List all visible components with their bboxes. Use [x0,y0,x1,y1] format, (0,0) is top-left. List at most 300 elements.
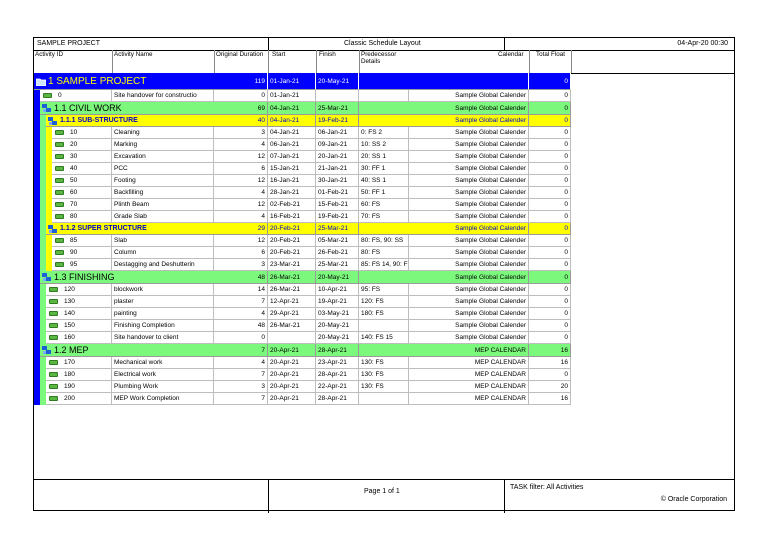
wbs-start: 04-Jan-21 [268,115,316,127]
activity-id-cell [46,357,112,369]
wbs-cal: MEP CALENDAR [409,344,529,357]
activity-start: 23-Mar-21 [268,259,316,271]
task-bar-icon [43,93,52,98]
activity-id-cell [52,235,112,247]
activity-float: 0 [529,127,571,139]
activity-finish: 22-Apr-21 [316,381,359,393]
activity-float: 0 [529,235,571,247]
activity-float: 0 [529,247,571,259]
activity-pred: 80: FS [359,247,409,259]
header-divider [504,38,505,50]
col-finish[interactable]: Finish [319,51,336,58]
wbs-cal: Sample Global Calender [409,115,529,127]
table-row[interactable] [34,235,582,247]
table-row[interactable] [34,199,582,211]
activity-id-cell [52,151,112,163]
wbs-float: 0 [529,271,571,284]
activity-start: 20-Apr-21 [268,393,316,405]
activity-dur: 4 [214,187,268,199]
activity-cal: Sample Global Calender [409,199,529,211]
activity-dur: 7 [214,369,268,381]
wbs-start: 04-Jan-21 [268,102,316,115]
activity-float: 0 [529,151,571,163]
activity-name[interactable]: Mechanical work [112,357,214,369]
activity-dur: 6 [214,247,268,259]
activity-id: 180 [64,371,75,378]
activity-float: 0 [529,296,571,308]
activity-pred: 85: FS 14, 90: F [359,259,409,271]
activity-id: 10 [70,129,78,136]
activity-id-cell [52,175,112,187]
activity-id-cell [46,381,112,393]
wbs-row[interactable] [34,223,582,235]
activity-cal: Sample Global Calender [409,235,529,247]
activity-float: 0 [529,308,571,320]
wbs-float: 0 [529,102,571,115]
activity-cal: Sample Global Calender [409,90,529,102]
activity-finish: 26-Feb-21 [316,247,359,259]
activity-start: 07-Jan-21 [268,151,316,163]
activity-finish: 05-Mar-21 [316,235,359,247]
wbs-name: 1.1 CIVIL WORK [54,102,214,115]
project-name: SAMPLE PROJECT [37,40,101,47]
activity-name[interactable]: blockwork [112,284,214,296]
activity-float: 0 [529,259,571,271]
wbs-start: 20-Feb-21 [268,223,316,235]
col-predecessor[interactable]: Predecessor Details [361,51,397,65]
activity-id: 30 [70,153,78,160]
activity-finish: 19-Feb-21 [316,211,359,223]
activity-float: 0 [529,284,571,296]
activity-dur: 4 [214,139,268,151]
activity-name[interactable]: Destagging and Deshutterin [112,259,214,271]
wbs-name: 1.1.1 SUB-STRUCTURE [60,115,214,127]
activity-id-cell [52,247,112,259]
activity-cal: Sample Global Calender [409,163,529,175]
activity-id: 20 [70,141,78,148]
activity-name[interactable]: Backfilling [112,187,214,199]
activity-dur: 12 [214,151,268,163]
wbs-float: 16 [529,344,571,357]
activity-cal: Sample Global Calender [409,187,529,199]
activity-float: 0 [529,90,571,102]
wbs-dur: 40 [214,115,268,127]
task-bar-icon [55,262,64,267]
activity-id: 85 [70,237,78,244]
activity-name[interactable]: Electrical work [112,369,214,381]
activity-cal: Sample Global Calender [409,308,529,320]
activity-start: 26-Mar-21 [268,320,316,332]
activity-dur: 12 [214,175,268,187]
activity-start: 26-Mar-21 [268,284,316,296]
col-start[interactable]: Start [272,51,286,58]
activity-finish: 23-Apr-21 [316,357,359,369]
activity-dur: 48 [214,320,268,332]
col-divider [529,50,530,73]
wbs-float: 0 [529,223,571,235]
copyright: © Oracle Corporation [660,496,727,503]
wbs-cal: Sample Global Calender [409,102,529,115]
wbs-name: 1.1.2 SUPER STRUCTURE [60,223,214,235]
wbs-finish: 28-Apr-21 [316,344,359,357]
activity-cal: Sample Global Calender [409,247,529,259]
wbs-row[interactable] [34,271,582,284]
wbs-name: 1 SAMPLE PROJECT [48,73,214,90]
activity-id-cell [52,163,112,175]
activity-name[interactable]: Plinth Beam [112,199,214,211]
task-bar-icon [49,384,58,389]
activity-pred: 0: FS 2 [359,127,409,139]
activity-name[interactable]: Marking [112,139,214,151]
activity-id-cell [52,139,112,151]
activity-pred [359,393,409,405]
activity-float: 16 [529,393,571,405]
activity-finish: 20-May-21 [316,332,359,344]
activity-float: 16 [529,357,571,369]
activity-start: 20-Feb-21 [268,235,316,247]
activity-pred: 20: SS 1 [359,151,409,163]
activity-cal: Sample Global Calender [409,151,529,163]
table-row[interactable] [34,139,582,151]
table-row[interactable] [34,90,582,102]
activity-cal: MEP CALENDAR [409,369,529,381]
activity-cal: Sample Global Calender [409,211,529,223]
activity-start: 29-Apr-21 [268,308,316,320]
activity-id: 170 [64,359,75,366]
activity-dur: 4 [214,211,268,223]
activity-pred: 50: FF 1 [359,187,409,199]
col-total-float[interactable]: Total Float [536,51,566,58]
activity-float: 0 [529,199,571,211]
activity-id: 160 [64,334,75,341]
activity-id-cell [46,308,112,320]
wbs-name: 1.2 MEP [54,344,214,357]
activity-id: 190 [64,383,75,390]
col-divider [359,50,360,73]
task-bar-icon [49,299,58,304]
activity-finish: 15-Feb-21 [316,199,359,211]
activity-name[interactable]: Grade Slab [112,211,214,223]
col-divider [268,50,269,73]
table-row[interactable] [34,247,582,259]
report-date: 04-Apr-20 00:30 [677,40,728,47]
wbs-row[interactable] [34,73,582,90]
activity-name[interactable]: Plumbing Work [112,381,214,393]
activity-name[interactable]: Site handover for constructio [112,90,214,102]
task-bar-icon [55,142,64,147]
activity-name[interactable]: painting [112,308,214,320]
activity-id-cell [52,127,112,139]
wbs-node-icon [42,104,52,113]
activity-pred: 60: FS [359,199,409,211]
activity-finish: 20-May-21 [316,320,359,332]
col-divider [571,50,572,73]
activity-finish: 10-Apr-21 [316,284,359,296]
wbs-cal: Sample Global Calender [409,223,529,235]
activity-pred: 140: FS 15 [359,332,409,344]
task-bar-icon [49,372,58,377]
activity-dur: 0 [214,332,268,344]
table-row[interactable] [34,320,582,332]
wbs-start: 20-Apr-21 [268,344,316,357]
column-header-row [34,50,734,74]
wbs-dur: 48 [214,271,268,284]
activity-name[interactable]: Footing [112,175,214,187]
activity-id-cell [46,320,112,332]
wbs-row[interactable] [34,115,582,127]
activity-float: 0 [529,187,571,199]
schedule-report [33,37,735,511]
activity-id: 90 [70,249,78,256]
task-bar-icon [55,166,64,171]
activity-finish: 30-Jan-21 [316,175,359,187]
footer-divider [268,480,269,513]
table-row[interactable] [34,187,582,199]
activity-id-cell [52,259,112,271]
activity-finish: 01-Feb-21 [316,187,359,199]
activity-dur: 12 [214,235,268,247]
activity-cal: Sample Global Calender [409,139,529,151]
activity-start: 20-Feb-21 [268,247,316,259]
activity-finish: 28-Apr-21 [316,393,359,405]
wbs-start: 26-Mar-21 [268,271,316,284]
activity-name[interactable]: Site handover to client [112,332,214,344]
activity-pred [359,90,409,102]
page-number: Page 1 of 1 [364,488,400,495]
folder-icon [36,77,46,86]
activity-id-cell [46,332,112,344]
activity-name[interactable]: Finishing Completion [112,320,214,332]
table-row[interactable] [34,369,582,381]
table-row[interactable] [34,163,582,175]
table-row[interactable] [34,151,582,163]
activity-start: 16-Jan-21 [268,175,316,187]
task-bar-icon [55,190,64,195]
activity-pred: 80: FS, 90: SS [359,235,409,247]
wbs-finish: 25-Mar-21 [316,223,359,235]
activity-start: 15-Jan-21 [268,163,316,175]
wbs-dur: 29 [214,223,268,235]
activity-pred: 95: FS [359,284,409,296]
activity-start: 06-Jan-21 [268,139,316,151]
table-row[interactable] [34,308,582,320]
activity-dur: 4 [214,308,268,320]
activity-id: 50 [70,177,78,184]
col-divider [112,50,113,73]
activity-finish [316,90,359,102]
activity-float: 0 [529,320,571,332]
wbs-dur: 119 [214,73,268,90]
wbs-finish: 20-May-21 [316,73,359,90]
activity-cal: MEP CALENDAR [409,393,529,405]
col-calendar[interactable]: Calendar [498,51,524,58]
wbs-cal: Sample Global Calender [409,271,529,284]
activity-start: 01-Jan-21 [268,90,316,102]
activity-float: 0 [529,175,571,187]
task-bar-icon [55,214,64,219]
activity-float: 20 [529,381,571,393]
activity-dur: 0 [214,90,268,102]
table-row[interactable] [34,284,582,296]
col-original-duration[interactable]: Original Duration [216,51,264,58]
wbs-row[interactable] [34,344,582,357]
activity-dur: 6 [214,163,268,175]
activity-cal: Sample Global Calender [409,332,529,344]
activity-finish: 09-Jan-21 [316,139,359,151]
activity-id: 140 [64,310,75,317]
wbs-node-icon [42,273,52,282]
table-row[interactable] [34,332,582,344]
activity-id: 60 [70,189,78,196]
activity-start: 12-Apr-21 [268,296,316,308]
activity-finish: 21-Jan-21 [316,163,359,175]
activity-id: 130 [64,298,75,305]
activity-dur: 12 [214,199,268,211]
activity-start: 04-Jan-21 [268,127,316,139]
activity-finish: 06-Jan-21 [316,127,359,139]
activity-float: 0 [529,211,571,223]
activity-float: 0 [529,369,571,381]
activity-id-cell [46,284,112,296]
table-row[interactable] [34,259,582,271]
report-footer [34,479,734,513]
footer-divider [504,480,505,513]
activity-float: 0 [529,332,571,344]
activity-id: 150 [64,322,75,329]
task-bar-icon [55,238,64,243]
activity-name[interactable]: Excavation [112,151,214,163]
activity-cal: Sample Global Calender [409,296,529,308]
wbs-float: 0 [529,115,571,127]
wbs-row[interactable] [34,102,582,115]
wbs-dur: 69 [214,102,268,115]
wbs-node-icon [48,225,58,234]
table-row[interactable] [34,393,582,405]
table-row[interactable] [34,127,582,139]
activity-name[interactable]: Column [112,247,214,259]
activity-dur: 7 [214,296,268,308]
activity-id-cell [46,393,112,405]
activity-dur: 3 [214,259,268,271]
wbs-name: 1.3 FINISHING [54,271,214,284]
activity-start: 16-Feb-21 [268,211,316,223]
task-bar-icon [49,360,58,365]
activity-id: 120 [64,286,75,293]
activity-id: 80 [70,213,78,220]
table-row[interactable] [34,296,582,308]
table-row[interactable] [34,175,582,187]
activity-pred: 130: FS [359,369,409,381]
activity-id: 70 [70,201,78,208]
wbs-start: 01-Jan-21 [268,73,316,90]
activity-pred: 130: FS [359,357,409,369]
table-row[interactable] [34,381,582,393]
wbs-finish: 25-Mar-21 [316,102,359,115]
activity-float: 0 [529,163,571,175]
wbs-node-icon [42,346,52,355]
task-bar-icon [49,287,58,292]
activity-finish: 03-May-21 [316,308,359,320]
task-bar-icon [49,335,58,340]
activity-cal: Sample Global Calender [409,175,529,187]
wbs-float: 0 [529,73,571,90]
activity-finish: 19-Apr-21 [316,296,359,308]
activity-dur: 3 [214,127,268,139]
table-row[interactable] [34,211,582,223]
col-activity-name[interactable]: Activity Name [114,51,153,58]
activity-pred [359,320,409,332]
activity-start [268,332,316,344]
task-bar-icon [55,202,64,207]
activity-start: 20-Apr-21 [268,369,316,381]
activity-id-cell [52,211,112,223]
activity-id: 0 [58,92,62,99]
activity-id-cell [46,369,112,381]
activity-pred: 40: SS 1 [359,175,409,187]
activity-cal: Sample Global Calender [409,259,529,271]
activity-cal: Sample Global Calender [409,320,529,332]
wbs-finish: 20-May-21 [316,271,359,284]
activity-name[interactable]: plaster [112,296,214,308]
activity-dur: 14 [214,284,268,296]
activity-pred: 120: FS [359,296,409,308]
activity-dur: 7 [214,393,268,405]
activity-pred: 30: FF 1 [359,163,409,175]
wbs-cal [409,73,529,90]
task-bar-icon [55,178,64,183]
task-bar-icon [49,311,58,316]
activity-start: 20-Apr-21 [268,357,316,369]
wbs-node-icon [48,117,58,126]
activity-cal: MEP CALENDAR [409,357,529,369]
activity-pred: 70: FS [359,211,409,223]
activity-id: 40 [70,165,78,172]
activity-start: 20-Apr-21 [268,381,316,393]
table-row[interactable] [34,357,582,369]
task-bar-icon [49,396,58,401]
activity-name[interactable]: MEP Work Completion [112,393,214,405]
activity-name[interactable]: PCC [112,163,214,175]
activity-id-cell [52,199,112,211]
activity-start: 28-Jan-21 [268,187,316,199]
wbs-dur: 7 [214,344,268,357]
filter-text: TASK filter: All Activities [510,484,584,491]
activity-id-cell [40,90,112,102]
activity-pred: 10: SS 2 [359,139,409,151]
col-divider [214,50,215,73]
wbs-finish: 19-Feb-21 [316,115,359,127]
activity-id: 200 [64,395,75,402]
task-bar-icon [55,154,64,159]
activity-cal: Sample Global Calender [409,284,529,296]
activity-cal: MEP CALENDAR [409,381,529,393]
col-divider [316,50,317,73]
activity-pred: 180: FS [359,308,409,320]
activity-dur: 3 [214,381,268,393]
activity-finish: 20-Jan-21 [316,151,359,163]
activity-start: 02-Feb-21 [268,199,316,211]
activity-float: 0 [529,139,571,151]
activity-name[interactable]: Cleaning [112,127,214,139]
activity-finish: 25-Mar-21 [316,259,359,271]
activity-id: 95 [70,261,78,268]
header-divider [268,38,269,50]
activity-name[interactable]: Slab [112,235,214,247]
activity-id-cell [46,296,112,308]
activity-id-cell [52,187,112,199]
activity-dur: 4 [214,357,268,369]
col-activity-id[interactable]: Activity ID [35,51,63,58]
